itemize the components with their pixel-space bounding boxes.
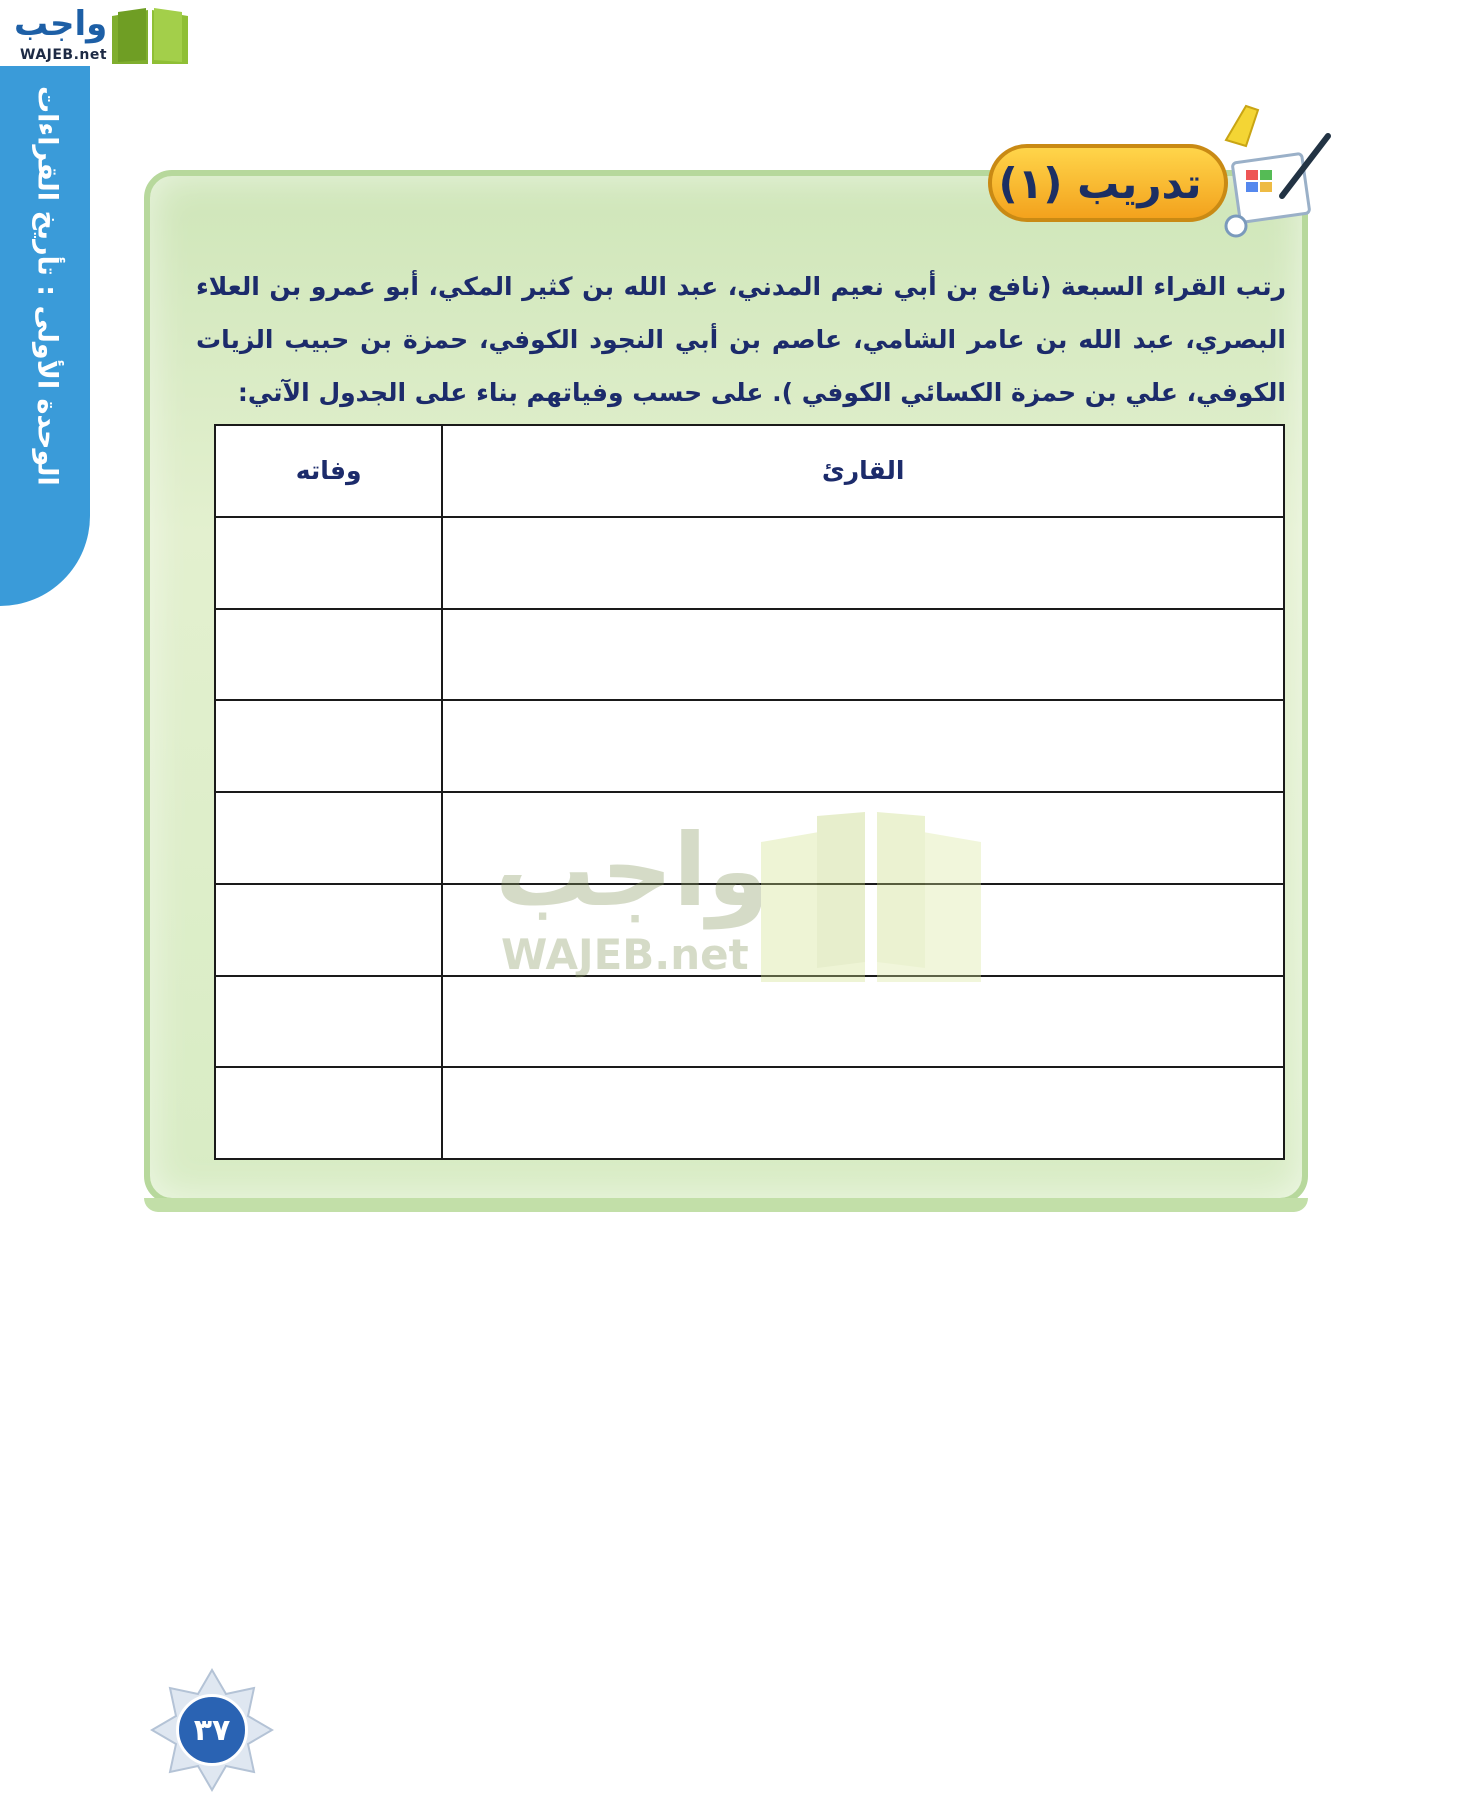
death-cell[interactable] <box>215 976 442 1068</box>
death-cell[interactable] <box>215 884 442 976</box>
unit-side-tab <box>0 66 90 606</box>
table-row <box>215 976 1284 1068</box>
death-cell[interactable] <box>215 1067 442 1159</box>
exercise-instruction: رتب القراء السبعة (نافع بن أبي نعيم المدني، عبد الله بن كثير المكي، أبو عمرو بن العلاء البصري، عبد الله بن عامر الشامي، عاصم بن أبي النجود الكوفي، حمزة بن حبيب الزيات الكوفي، علي بن حمزة الكسائي الكوفي ). على حسب وفياتهم بناء على الجدول الآتي: <box>196 272 1286 407</box>
exercise-title: تدريب (١) <box>998 158 1202 208</box>
table-row <box>215 517 1284 609</box>
qari-cell[interactable] <box>442 609 1284 701</box>
header-qari: القارئ <box>442 425 1284 517</box>
table-row <box>215 792 1284 884</box>
header-death: وفاته <box>215 425 442 517</box>
watermark-arabic-text: واجب <box>495 812 770 929</box>
logo-arabic-text: واجب <box>14 4 108 44</box>
unit-title: الوحدة الأولى : تأريخ القراءات <box>31 86 63 486</box>
qari-cell[interactable] <box>442 700 1284 792</box>
table-row <box>215 884 1284 976</box>
death-cell[interactable] <box>215 609 442 701</box>
page-number-badge <box>150 1668 274 1792</box>
qari-cell[interactable] <box>442 792 1284 884</box>
qari-cell[interactable] <box>442 884 1284 976</box>
pen-inkwell-icon <box>1206 100 1336 240</box>
death-cell[interactable] <box>215 792 442 884</box>
qari-cell[interactable] <box>442 1067 1284 1159</box>
site-logo[interactable] <box>8 4 193 70</box>
qari-cell[interactable] <box>442 976 1284 1068</box>
death-cell[interactable] <box>215 517 442 609</box>
book-logo-icon <box>108 6 192 68</box>
table-header-row <box>215 425 1284 517</box>
qari-cell[interactable] <box>442 517 1284 609</box>
table-row <box>215 609 1284 701</box>
exercise-title-pill <box>988 144 1228 222</box>
death-cell[interactable] <box>215 700 442 792</box>
table-row <box>215 700 1284 792</box>
page-number: ٣٧ <box>176 1694 248 1766</box>
watermark-latin-text: WAJEB.net <box>501 930 749 979</box>
answer-table <box>214 424 1285 1160</box>
logo-latin-text: WAJEB.net <box>20 47 108 63</box>
table-row <box>215 1067 1284 1159</box>
